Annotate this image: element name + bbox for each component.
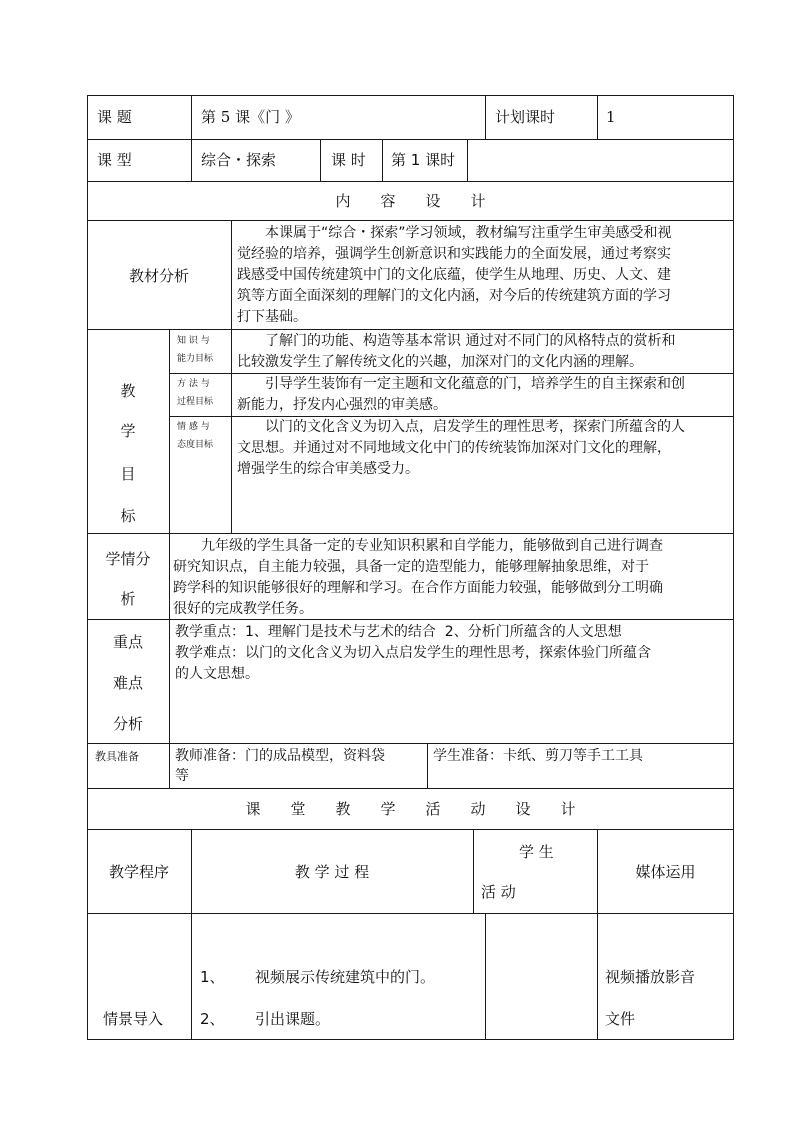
row-divider	[87, 533, 734, 534]
objective-sublabel: 过程目标	[177, 397, 214, 407]
activity-media: 文件	[605, 1010, 636, 1028]
col-divider	[427, 743, 428, 788]
material-line: 本课属于“综合・探索”学习领域，教材编写注重学生审美感受和视	[265, 225, 672, 241]
header-program: 教学程序	[108, 863, 169, 881]
header-process: 教 学 过 程	[294, 863, 370, 881]
col-divider	[382, 139, 383, 181]
row-divider	[87, 220, 734, 221]
activity-media: 视频播放影音	[605, 968, 696, 986]
objective-sublabel: 态度目标	[177, 440, 214, 450]
objectives-label-char: 标	[120, 507, 136, 525]
teacher-tools: 教师准备：门的成品模型，资料袋	[175, 748, 385, 764]
objective-line: 新能力，抒发内心强烈的审美感。	[237, 397, 447, 413]
type-value: 综合・探索	[201, 151, 277, 169]
objectives-label-char: 目	[120, 465, 136, 483]
material-line: 打下基础。	[237, 309, 307, 325]
col-divider	[473, 829, 474, 913]
lesson-plan-table	[87, 95, 734, 1040]
student-tools: 学生准备：卡纸、剪刀等手工工具	[433, 748, 643, 764]
activity-step-num: 2、	[200, 1010, 225, 1028]
material-line: 践感受中国传统建筑中门的文化底蕴，使学生从地理、历史、人文、建	[237, 267, 671, 283]
table-border-bottom	[87, 1039, 734, 1040]
col-divider	[597, 95, 598, 139]
objective-sublabel: 能力目标	[177, 354, 214, 364]
col-divider	[467, 139, 468, 181]
header-student-activity: 活 动	[481, 883, 516, 901]
plan-hours-label: 计划课时	[495, 108, 556, 126]
material-line: 筑等方面全面深刻的理解门的文化内涵，对今后的传统建筑方面的学习	[237, 288, 671, 304]
learner-label: 学情分	[105, 550, 151, 568]
key-points-line: 的人文思想。	[175, 666, 259, 682]
teacher-tools: 等	[175, 768, 189, 784]
col-divider	[485, 913, 486, 1039]
objective-line: 以门的文化含义为切入点，启发学生的理性思考，探索门所蕴含的人	[265, 419, 685, 435]
table-border-right	[733, 95, 734, 1040]
key-points-label: 分析	[112, 715, 143, 733]
hour-label: 课 时	[331, 151, 366, 169]
activity-design-title: 课 堂 教 学 活 动 设 计	[245, 800, 576, 818]
key-points-line: 教学重点：1、理解门是技术与艺术的结合 2、分析门所蕴含的人文思想	[175, 624, 622, 640]
row-divider	[87, 829, 734, 830]
row-divider	[87, 913, 734, 914]
content-design-title: 内 容 设 计	[335, 192, 486, 210]
activity-step-num: 1、	[200, 968, 225, 986]
objective-line: 了解门的功能、构造等基本常识 通过对不同门的风格特点的赏析和	[265, 333, 676, 349]
col-divider	[191, 95, 192, 181]
activity-program: 情景导入	[103, 1010, 164, 1028]
objectives-label-char: 教	[120, 382, 136, 400]
activity-step-text: 视频展示传统建筑中的门。	[255, 968, 436, 986]
objective-sublabel: 方 法 与	[177, 379, 210, 389]
material-label: 教材分析	[128, 267, 189, 285]
objective-line: 文思想。并通过对不同地域文化中门的传统装饰加深对门文化的理解，	[237, 440, 671, 456]
row-divider	[87, 181, 734, 182]
col-divider	[169, 329, 170, 533]
objective-sublabel: 知 识 与	[177, 336, 210, 346]
learner-line: 研究知识点，自主能力较强，具备一定的造型能力，能够理解抽象思维，对于	[173, 559, 649, 575]
hour-value: 第 1 课时	[391, 151, 456, 169]
col-divider	[169, 533, 170, 788]
header-student-activity: 学 生	[519, 843, 554, 861]
learner-label: 析	[120, 590, 136, 608]
type-label: 课 型	[97, 151, 132, 169]
tools-label: 教具准备	[95, 750, 139, 763]
lesson-label: 课 题	[97, 108, 132, 126]
col-divider	[320, 139, 321, 181]
row-divider	[87, 139, 734, 140]
objective-sublabel: 情 感 与	[177, 422, 210, 432]
key-points-line: 教学难点：以门的文化含义为切入点启发学生的理性思考，探索体验门所蕴含	[175, 645, 651, 661]
learner-line: 九年级的学生具备一定的专业知识积累和自学能力，能够做到自己进行调查	[201, 538, 663, 554]
row-divider	[87, 788, 734, 789]
key-points-label: 难点	[112, 674, 143, 692]
learner-line: 跨学科的知识能够很好的理解和学习。在合作方面能力较强，能够做到分工明确	[173, 580, 663, 596]
learner-line: 很好的完成教学任务。	[173, 601, 313, 617]
header-media: 媒体运用	[635, 863, 696, 881]
col-divider	[485, 95, 486, 139]
table-border-top	[87, 95, 734, 96]
plan-hours-value: 1	[606, 108, 616, 126]
objectives-label-char: 学	[120, 422, 136, 440]
key-points-label: 重点	[112, 633, 143, 651]
col-divider	[231, 220, 232, 533]
objective-line: 引导学生装饰有一定主题和文化蕴意的门，培养学生的自主探索和创	[265, 376, 685, 392]
objective-line: 比较激发学生了解传统文化的兴趣，加深对门的文化内涵的理解。	[237, 354, 643, 370]
row-divider	[87, 743, 734, 744]
objective-line: 增强学生的综合审美感受力。	[237, 461, 419, 477]
activity-step-text: 引出课题。	[255, 1010, 331, 1028]
material-line: 觉经验的培养，强调学生创新意识和实践能力的全面发展，通过考察实	[237, 246, 671, 262]
lesson-value: 第 5 课《门 》	[201, 108, 300, 126]
